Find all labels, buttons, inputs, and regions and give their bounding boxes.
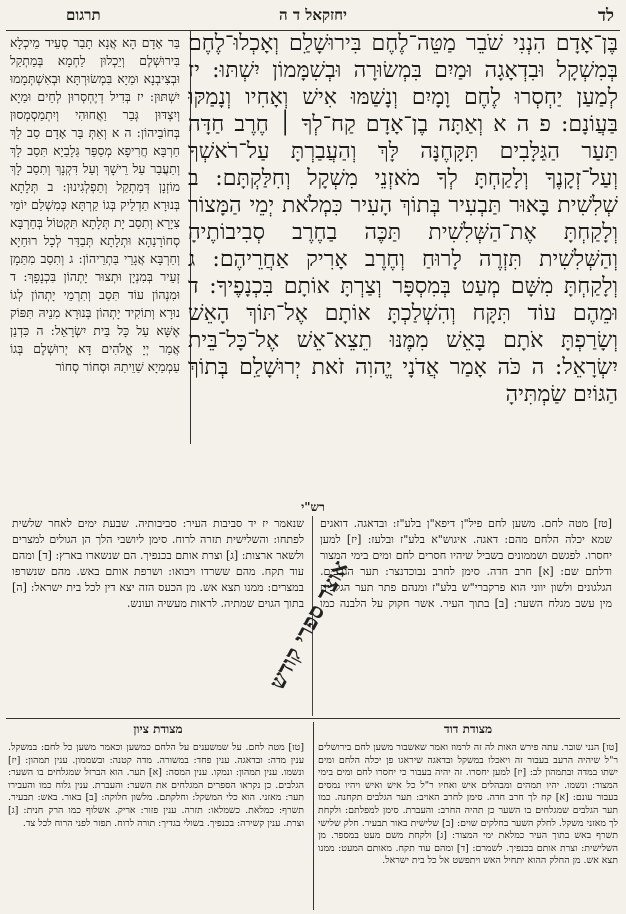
main-verse-text: בֶּן־אָדָם הִנְנִי שֹׁבֵר מַטֵּה־לֶחֶם בִּירוּשָׁלִַם וְאָכְלוּ־לֶחֶם בְּמִשְׁקָל וּבִדְאָגָה וּמַיִם בִּמְשׂוּרָה וּבְשִׁמָּמוֹן יִשְׁתּוּ: יז לְמַעַן יַחְסְרוּ לֶחֶם וָמָיִם וְנָשַׁמּוּ אִישׁ וְאָחִיו וְנָמַקּוּ בַּעֲוֹנָם: פ ה א וְאַתָּה בֶן־אָדָם קַח־לְךָ ׀ חֶרֶב חַדָּה תַּעַר הַגַּלָּבִים תִּקָּחֶנָּה לָּךְ וְהַעֲבַרְתָּ עַל־רֹאשְׁךָ וְעַל־זְקָנֶךָ וְלָקַחְתָּ לְךָ מֹאזְנֵי מִשְׁקָל וְחִלַּקְתָּם: ב שְׁלִשִׁית בָּאוּר תַּבְעִיר בְּתוֹךְ הָעִיר כִּמְלֹאת יְמֵי הַמָּצוֹר וְלָקַחְתָּ אֶת־הַשְּׁלִשִׁית תַּכֶּה בַחֶרֶב סְבִיבוֹתֶיהָ וְהַשְּׁלִשִׁית תִּזְרֶה לָרוּחַ וְחֶרֶב אָרִיק אַחֲרֵיהֶם: ג וְלָקַחְתָּ מִשָּׁם מְעַט בְּמִסְפָּר וְצַרְתָּ אוֹתָם בִּכְנָפֶיךָ: ד וּמֵהֶם עוֹד תִּקָּח וְהִשְׁלַכְתָּ אוֹתָם אֶל־תּוֹךְ הָאֵשׁ וְשָׂרַפְתָּ אֹתָם בָּאֵשׁ מִמֶּנּוּ תֵצֵא־אֵשׁ אֶל־כָּל־בֵּית יִשְׂרָאֵל: ה כֹּה אָמַר אֲדֹנָי יֱהוִה זֹאת יְרוּשָׁלִַם בְּתוֹךְ הַגּוֹיִם שַׂמְתִּיהָ	[188, 31, 618, 407]
targum-title: תרגום	[66, 6, 101, 24]
rashi-text: [טז] מטה לחם. משען לחם פיל"ן דיפא"ן בלע"ז: ובדאגה. דואגים שמא יכלה הלחם מהם: דאגה. איגוש"א בלע"ז ובלעז: [יז] למען יחסרו. לפגשם ושממונים בשביל שיהיו חסרים לחם ומים בימי המצור ודלתם שם: [א] חרב חדה. סימן לחרב נבוכדנצר: תער הגלבים. הגלגונים ולשון יווני הוא פרקברי"ש בלע"ז ומנהם פתר תער הגלבים מין עשב מגלח השער: [ב] בתוך העיר. אשר חקוק על הלבנה כמו שנאמר יז יד סביבות העיר: סביבותיה. שבעת ימים לאחר שלשית לפתחו: והשלישית תזרה לרוח. סימן ליושבי הלך הן הגולים למצרים ולשאר ארצות: [ג] וצרת אותם בכנפיך. הם שנשארו בארץ: [ד] ומהם עוד תקח. מהם ששרדו ויבואו: ושרפת אותם באש. מהם שנשרפו במצרים: ממנו תצא אש. מן הכעס הזה יצא דין לכל בית ישראל: [ה] בתוך הגוים שמתיה. לראות מעשיה ועונש.	[12, 517, 612, 610]
rashi-title: רש"י	[301, 500, 325, 514]
targum-text: בַּר אָדָם הָא אֲנָא תָבַר סְעֵיד מֵיכְלָא בִּירוּשְׁלֶם וְיֵכְלוּן לַחְמָא בְּמַתְקַל וּבְצִיבְנָא וּמַיָא בִּמְשׂוּרְתָּא וּבְאִשְׁתְּמָמוּ יִשְׁתּוּן: יז בְּדִיל דְיֶחְסְרוּן לְחֵים וּמַיָא וְיִצְדּוּן גְּבַר וַאֲחוּהִי וְיִתְמַסְמְסוּן בְּחוֹבֵיהוֹן: ה א וְאַתְּ בַּר אָדָם סַב לָךְ חַרְבָּא חֲרִיפָא מְסַפַּר גַּלָבַיָא תִּסַב לָךְ וְתַעֲבַר עַל רֵישָׁךְ וְעַל דִּקְנָךְ וְתִסַב לָךְ מוֹזְנָן דְּמַתְקַל וְתַפְלְגִינוּן: ב תְּלָתָא בְּנוּרָא תַדְלֵיק בְּגוֹ קַרְתָּא כְּמִשְׁלַם יוֹמֵי צִיָרָא וְתִסַב יָת תְּלָתָא תִּקְטוֹל בְּחַרְבָּא סְחוֹרָנַהָא וּתְלָתָא תְּבַדַּר לְכָל רוּחַיָא וְחַרְבָּא אֲגָרֵי בַּתְרֵיהוֹן: ג וְתִסַב מִתַּמָן זְעֵיר בְּמִנְיָן וּתְצוּר יָתְהוֹן בִּכְנָפָךְ: ד וּמִנְהוֹן עוֹד תִּסַב וְתִרְמֵי יָתְהוֹן לְגוֹ נוּרָא וְתוֹקִיד יָתְהוֹן בְּנוּרָא מִנֵיהּ תִּפּוֹק אֶשָּׁא עַל כָּל בֵּית יִשְׂרָאֵל: ה כִּדְנַן אֲמַר יְיָ אֱלֹהִים דָּא יְרוּשְׁלֶם בְּגוֹ עַמְמַיָא שַׁוֵיתַהּ וּסְחוֹר סְחוֹר	[10, 35, 180, 374]
metzudat-tzion-title: מצודת ציון	[133, 722, 183, 736]
page-header	[8, 6, 618, 30]
metzudat-david-text: [טז] הנני שובר. עתה פירש האות לה זה לרמוז ואמר שאשבור משען לחם בירושלים ר"ל שיהיה הרעב בעבור זה ויאכלו במשקל ובדאגה שיראגו פן יכלה הלחם ומים ישתו במדה ובתמהון לב: [יז] למען יחסרו. זה יהיה בעבור כי יחסרו לחם ומים בימי המצור: ונשמו. יהיו תמהים ומבהלים איש ואחיו ר"ל כל איש ואיש ויהיו נמסים בעבור עונם: [א] קח לך חרב חדה. סימן לחרב האויב: תער הגלבים תקחנה. כמו תער הגלבים שמגלחים בו השער כן תהיה החרב: והעברת. סימן למפלתם: ולקחת לך מאזני משקל. לחלק השער בחלקים שוים: [ב] שלישית באור תבעיר. חלק שלישי תשרף באש בתוך העיר כמלאת ימי המצור: [ג] ולקחת משם מעט במספר. מן השלישית: וצרת אותם בכנפיך. לשמרם: [ד] ומהם עוד תקח. מאותם המעט: ממנו תצא אש. מן החלק ההוא יתחיל האש ויתפשט אל כל בית ישראל.	[318, 742, 618, 867]
metzudat-david-title: מצודת דוד	[443, 722, 493, 736]
book-title: יחזקאל ד ה	[279, 6, 347, 24]
metzudat-tzion-text: [טז] מטה לחם. על שמשענים על הלחם כמשען וכאמר משען כל לחם: במשקל. ענין מדה: ובדאגה. ענין פחד: במשורה. מדה קטנה: ובשממון. ענין תמהון: [יז] ונשמו. ענין תמהון: ונמקו. ענין המסה: [א] תער. הוא הברזל שמגלחים בו השער: הגלבים. כן נקראו הספרים המגלחים את השער: והעברת. ענין גלוח כמו והעבירו תער: מאזני. הוא כלי המשקל: וחלקתם. מלשון חלוקה: [ב] באור. באש: תבעיר. תשרף: כמלאת. כשמלאו: תזרה. ענין פזור: אריק. אשלוף כמו הרק חנית: [ג] וצרת. ענין קשירה: בכנפיך. בשולי בגדיך: תורה לרוח. תפזר לפני הרוח לכל צד.	[8, 742, 304, 829]
watermark-stamp: אוצר ספרי קודש	[264, 556, 354, 694]
commentary-column-divider	[313, 722, 314, 910]
page-number: לד	[597, 6, 614, 26]
commentary-divider	[6, 718, 620, 719]
